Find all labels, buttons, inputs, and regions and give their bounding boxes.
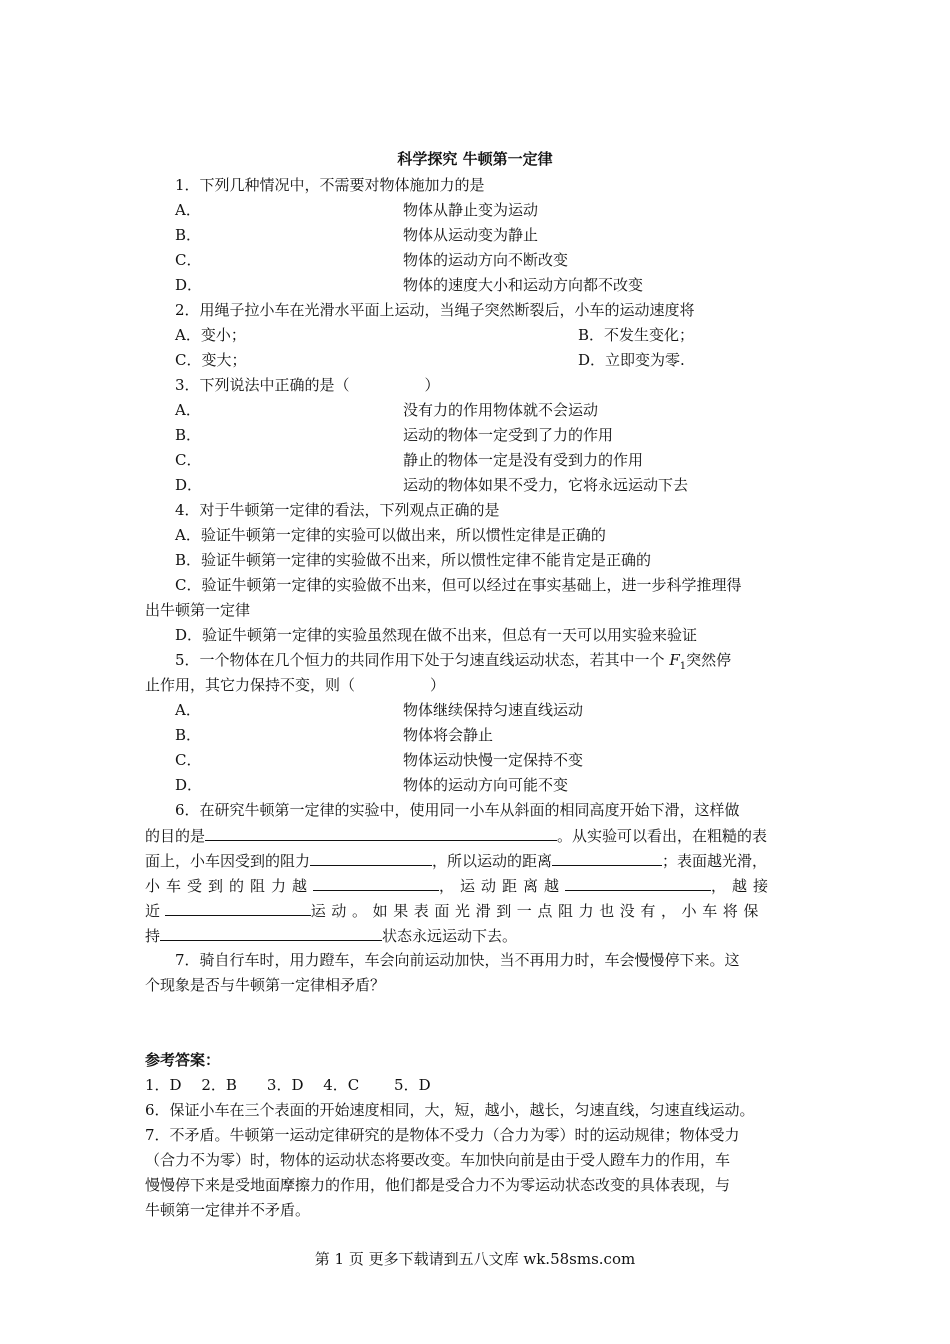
q4-option-b: B．验证牛顿第一定律的实验做不出来，所以惯性定律不能肯定是正确的: [175, 551, 652, 569]
q6-blank-2[interactable]: [310, 849, 432, 866]
q2-row-1: A．变小； B．不发生变化；: [175, 326, 695, 344]
page-footer: 第 1 页 更多下载请到五八文库 wk.58sms.com: [314, 1250, 636, 1268]
q5-option-c: C． 物体运动快慢一定保持不变: [175, 751, 584, 769]
q6-blank-5[interactable]: [565, 874, 711, 891]
answers-line1: 1．D 2．B 3．D 4．C 5．D: [145, 1076, 431, 1094]
q7-line1: 7．骑自行车时，用力蹬车，车会向前运动加快，当不再用力时，车会慢慢停下来。这: [175, 951, 740, 969]
q6-blank-3[interactable]: [552, 849, 662, 866]
q5-option-d: D． 物体的运动方向可能不变: [175, 776, 569, 794]
q1-option-d: D． 物体的速度大小和运动方向都不改变: [175, 276, 644, 294]
page-title: 科学探究 牛顿第一定律: [397, 150, 553, 168]
force-symbol: F: [669, 651, 680, 669]
q3-option-c: C． 静止的物体一定是没有受到力的作用: [175, 451, 644, 469]
q1-stem: 1．下列几种情况中，不需要对物体施加力的是: [175, 176, 485, 194]
q1-option-b: B． 物体从运动变为静止: [175, 226, 539, 244]
q4-option-a: A．验证牛顿第一定律的实验可以做出来，所以惯性定律是正确的: [175, 526, 606, 544]
q5-stem-line2: 止作用，其它力保持不变，则（ ）: [145, 676, 446, 694]
q3-stem: 3．下列说法中正确的是（ ）: [175, 376, 440, 394]
q6-line6: 持 状态永远运动下去。: [145, 924, 517, 947]
q6-line1: 6．在研究牛顿第一定律的实验中，使用同一小车从斜面的相同高度开始下滑，这样做: [175, 801, 740, 819]
answers-line3: 7．不矛盾。牛顿第一运动定律研究的是物体不受力（合力为零）时的运动规律；物体受力: [145, 1126, 740, 1144]
q6-blank-7[interactable]: [160, 924, 382, 941]
q3-option-d: D． 运动的物体如果不受力，它将永远运动下去: [175, 476, 689, 494]
q5-option-a: A． 物体继续保持匀速直线运动: [175, 701, 584, 719]
q3-option-a: A． 没有力的作用物体就不会运动: [175, 401, 599, 419]
answers-line2: 6．保证小车在三个表面的开始速度相同，大，短，越小，越长，匀速直线，匀速直线运动。: [145, 1101, 755, 1119]
q1-option-c: C． 物体的运动方向不断改变: [175, 251, 569, 269]
q4-option-c-line1: C．验证牛顿第一定律的实验做不出来，但可以经过在事实基础上，进一步科学推理得: [175, 576, 742, 594]
q1-option-a: A． 物体从静止变为运动: [175, 201, 539, 219]
answers-heading: 参考答案：: [145, 1051, 221, 1069]
q6-line5: 近 运动。如果表面光滑到一点阻力也没有，小车将保: [145, 899, 764, 922]
q6-line3: 面上，小车因受到的阻力 ，所以运动的距离 ；表面越光滑，: [145, 849, 767, 872]
q7-line2: 个现象是否与牛顿第一定律相矛盾？: [145, 976, 386, 994]
q6-blank-1[interactable]: [205, 824, 557, 841]
answers-line6: 牛顿第一定律并不矛盾。: [145, 1201, 311, 1219]
q6-line2: 的目的是 。从实验可以看出，在粗糙的表: [145, 824, 767, 847]
answers-line4: （合力不为零）时，物体的运动状态将要改变。车加快向前是由于受人蹬车力的作用，车: [145, 1151, 731, 1169]
q3-option-b: B． 运动的物体一定受到了力的作用: [175, 426, 614, 444]
q2-row-2: C．变大； D．立即变为零.: [175, 351, 685, 369]
q6-blank-4[interactable]: [313, 874, 439, 891]
q2-stem: 2．用绳子拉小车在光滑水平面上运动，当绳子突然断裂后，小车的运动速度将: [175, 301, 695, 319]
q4-option-c-line2: 出牛顿第一定律: [145, 601, 251, 619]
q6-blank-6[interactable]: [165, 899, 311, 916]
q5-stem-line1: 5．一个物体在几个恒力的共同作用下处于匀速直线运动状态，若其中一个 $F_1$突然停: [175, 651, 732, 672]
answers-line5: 慢慢停下来是受地面摩擦力的作用，他们都是受合力不为零运动状态改变的具体表现，与: [145, 1176, 731, 1194]
q4-stem: 4．对于牛顿第一定律的看法，下列观点正确的是: [175, 501, 500, 519]
q6-line4: 小车受到的阻力越 ，运动距离越 ，越接: [145, 874, 774, 897]
q5-option-b: B． 物体将会静止: [175, 726, 494, 744]
q4-option-d: D．验证牛顿第一定律的实验虽然现在做不出来，但总有一天可以用实验来验证: [175, 626, 698, 644]
